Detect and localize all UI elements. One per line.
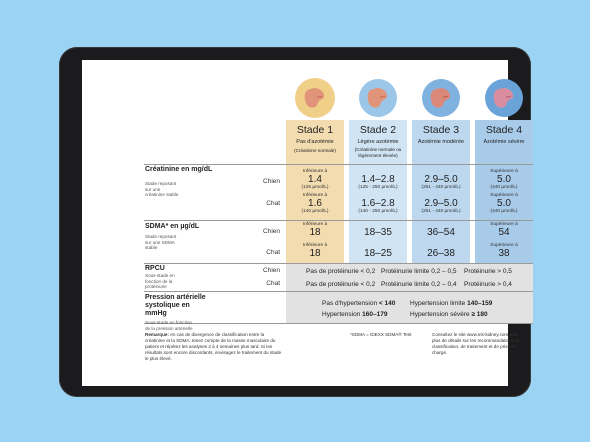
consult-note: Consultez le site www.iris-kidney.com pour plus de détails sur les recommandations de classification, de traitement et de prise en charge. — [432, 332, 521, 355]
value-prefix: Supérieure à — [490, 193, 518, 198]
value-prefix: Supérieure à — [490, 169, 518, 174]
sdma-cat-stage-3: 26–38 — [427, 248, 455, 259]
stage-2-detail: (Créatinine normale ou légèrement élevée) — [354, 147, 402, 158]
pressure-note: Sous-stade en fonction de la pression artérielle — [145, 320, 193, 331]
rpcu-note: Sous-stade en fonction de la protéinurie — [145, 273, 175, 290]
stage-1-title: Stade 1 — [296, 124, 334, 136]
value-unit: (125 - 250 µmol/L) — [358, 185, 398, 190]
creatinine-cat-stage-1: 1.6 — [308, 198, 322, 209]
creatinine-title: Créatinine en mg/dL — [145, 166, 213, 173]
creatinine-dog-stage-3: 2.9–5.0 — [424, 174, 458, 185]
rpcu-dog-limit: Protéinurie limite 0,2 – 0,5 — [381, 268, 457, 275]
creatinine-cat-label: Chat — [266, 200, 280, 207]
value-prefix: Inférieure à — [302, 193, 328, 198]
value-unit: (125 µmol/L) — [301, 185, 329, 190]
row-divider — [144, 164, 533, 165]
value-prefix: Supérieure à — [490, 243, 518, 248]
row-divider — [144, 220, 533, 221]
stage-2-subtitle: Légère azotémie — [357, 139, 399, 145]
value-unit: (140 µmol/L) — [301, 209, 329, 214]
creatinine-note: Stade reposant sur une créatinine stable — [145, 181, 179, 198]
kidney-icon — [295, 78, 335, 118]
pressure-high: Hypertension 160–179 — [322, 311, 388, 318]
sdma-note: Stade reposant sur une SDMA stable — [145, 234, 177, 251]
value-unit: (140 - 250 µmol/L) — [358, 209, 398, 214]
sdma-cat-stage-2: 18–25 — [364, 248, 392, 259]
rpcu-cat-limit: Protéinurie limite 0,2 – 0,4 — [381, 281, 457, 288]
pressure-severe: Hypertension sévère ≥ 180 — [410, 311, 488, 318]
stage-1-detail: (Créatinine normale) — [294, 148, 336, 153]
value-prefix: Supérieure à — [490, 222, 518, 227]
creatinine-dog-label: Chien — [263, 178, 280, 185]
stage-4-title: Stade 4 — [485, 124, 523, 136]
row-divider — [144, 323, 533, 324]
sdma-cat-label: Chat — [266, 249, 280, 256]
value-prefix: Inférieure à — [302, 243, 328, 248]
sdma-cat-stage-1: 18 — [309, 248, 321, 259]
sdma-dog-stage-2: 18–35 — [364, 227, 392, 238]
sdma-footnote: *SDMA = IDEXX SDMA® Test — [350, 332, 412, 337]
remark-note: Remarque: en cas de divergence de classification entre la créatinine et la SDMA, tenez compte de la masse musculaire du patient et répétez les analyses 2 à 4 semaines plus tard. Si les résultats sont encore discordants, envisagez le traitement du stade le plus élevé. — [145, 332, 282, 361]
stage-1-subtitle: Pas d'azotémie — [296, 139, 334, 145]
rpcu-cat-label: Chat — [266, 280, 280, 287]
sdma-dog-stage-3: 36–54 — [427, 227, 455, 238]
sdma-dog-stage-1: 18 — [309, 227, 321, 238]
sdma-dog-stage-4: 54 — [498, 227, 510, 238]
value-prefix: Inférieure à — [302, 222, 328, 227]
creatinine-dog-stage-4: 5.0 — [497, 174, 511, 185]
pressure-normal: Pas d'hypertension < 140 — [322, 300, 396, 307]
stage-2-title: Stade 2 — [359, 124, 397, 136]
rpcu-dog-high: Protéinurie > 0,5 — [464, 268, 512, 275]
pressure-title: Pression artérielle systolique en mmHg — [145, 294, 206, 317]
rpcu-dog-label: Chien — [263, 267, 280, 274]
value-unit: (440 µmol/L) — [490, 185, 518, 190]
creatinine-cat-stage-3: 2.9–5.0 — [424, 198, 458, 209]
creatinine-cat-stage-4: 5.0 — [497, 198, 511, 209]
value-unit: (440 µmol/L) — [490, 209, 518, 214]
stage-3-subtitle: Azotémie modérée — [417, 139, 465, 145]
creatinine-dog-stage-1: 1.4 — [308, 174, 322, 185]
creatinine-dog-stage-2: 1.4–2.8 — [361, 174, 395, 185]
sdma-title: SDMA* en µg/dL — [145, 223, 200, 230]
value-unit: (251 - 440 µmol/L) — [421, 209, 461, 214]
kidney-icon — [484, 78, 524, 118]
sdma-cat-stage-4: 38 — [498, 248, 510, 259]
pressure-limit: Hypertension limite 140–159 — [410, 300, 493, 307]
value-unit: (251 - 440 µmol/L) — [421, 185, 461, 190]
kidney-icon — [358, 78, 398, 118]
creatinine-cat-stage-2: 1.6–2.8 — [361, 198, 395, 209]
stage-4-subtitle: Azotémie sévère — [483, 139, 525, 145]
rpcu-dog-none: Pas de protéinurie < 0,2 — [306, 268, 376, 275]
value-prefix: Inférieure à — [302, 169, 328, 174]
rpcu-title: RPCU — [145, 265, 165, 272]
screen — [82, 60, 525, 386]
pressure-band — [286, 292, 533, 323]
rpcu-cat-none: Pas de protéinurie < 0,2 — [306, 281, 376, 288]
kidney-icon — [421, 78, 461, 118]
rpcu-cat-high: Protéinurie > 0,4 — [464, 281, 512, 288]
stage-3-title: Stade 3 — [422, 124, 460, 136]
sdma-dog-label: Chien — [263, 228, 280, 235]
